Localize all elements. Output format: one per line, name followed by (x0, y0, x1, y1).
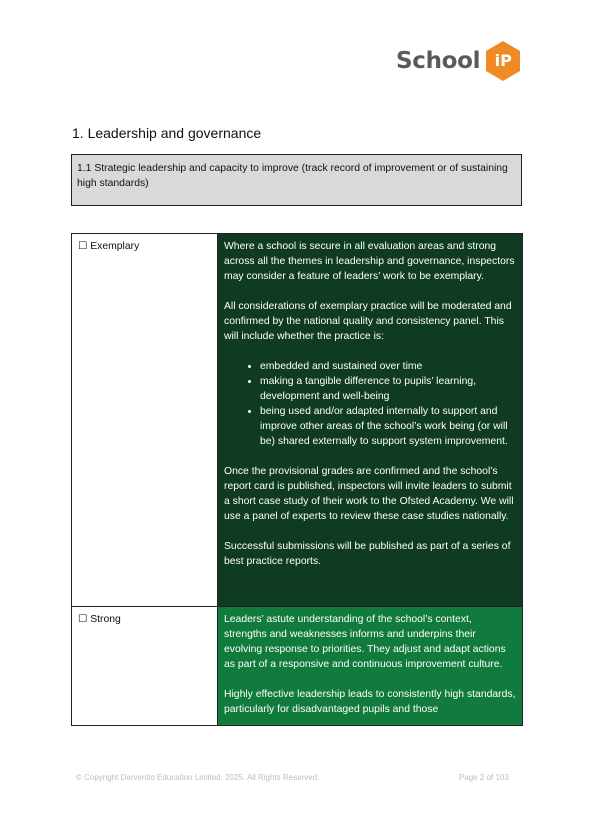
paragraph: Once the provisional grades are confirmed and the school’s report card is published, inspectors will invite leaders to submit a short case study of their work to the Ofsted Academy. We will use a panel of experts to review these case studies nationally. (224, 466, 514, 522)
logo-badge (484, 40, 522, 82)
list-item: • being used and/or adapted internally to support and improve other areas of the school’s work being (or will be) shared externally to support system improvement. (260, 404, 516, 449)
exemplary-checkbox[interactable]: ☐ (78, 241, 88, 252)
subheading-text: 1.1 Strategic leadership and capacity to improve (track record of improvement or of sustaining high standards) (77, 163, 508, 189)
grade-label-exemplary: Exemplary (90, 241, 140, 252)
grade-table (71, 233, 523, 726)
grade-label-strong: Strong (90, 614, 121, 625)
section-title: 1. Leadership and governance (72, 125, 262, 141)
bullet-list (224, 359, 516, 449)
subheading-box (71, 154, 522, 206)
table-row-strong (72, 607, 523, 726)
list-item: • embedded and sustained over time (260, 359, 516, 374)
paragraph: Where a school is secure in all evaluation areas and strong across all the themes in leadership and governance, inspectors may consider a feature of leaders’ work to be exemplary. (224, 241, 515, 282)
paragraph: Successful submissions will be published as part of a series of best practice reports. (224, 541, 511, 567)
school-ip-logo (396, 40, 522, 82)
footer-copyright: © Copyright Derventio Education Limited. 2025. All Rights Reserved. (76, 773, 320, 782)
paragraph: Leaders’ astute understanding of the school’s context, strengths and weaknesses informs and underpins their evolving response to priorities. They adjust and adapt actions as part of a responsive and continuous improvement culture. (224, 614, 506, 670)
strong-checkbox[interactable]: ☐ (78, 614, 88, 625)
grade-label-cell (72, 234, 218, 607)
grade-label-cell (72, 607, 218, 726)
footer-page-number: Page 2 of 103 (459, 773, 509, 782)
grade-description-strong (218, 607, 523, 726)
logo-text: School (396, 48, 481, 74)
grade-description-exemplary (218, 234, 523, 607)
paragraph: All considerations of exemplary practice will be moderated and confirmed by the national quality and consistency panel. This will include whether the practice is: (224, 301, 512, 342)
list-item: • making a tangible difference to pupils’ learning, development and well-being (260, 374, 516, 404)
table-row-exemplary (72, 234, 523, 607)
logo-badge-text: iP (494, 51, 512, 70)
paragraph: Highly effective leadership leads to consistently high standards, particularly for disadvantaged pupils and those (224, 689, 516, 715)
